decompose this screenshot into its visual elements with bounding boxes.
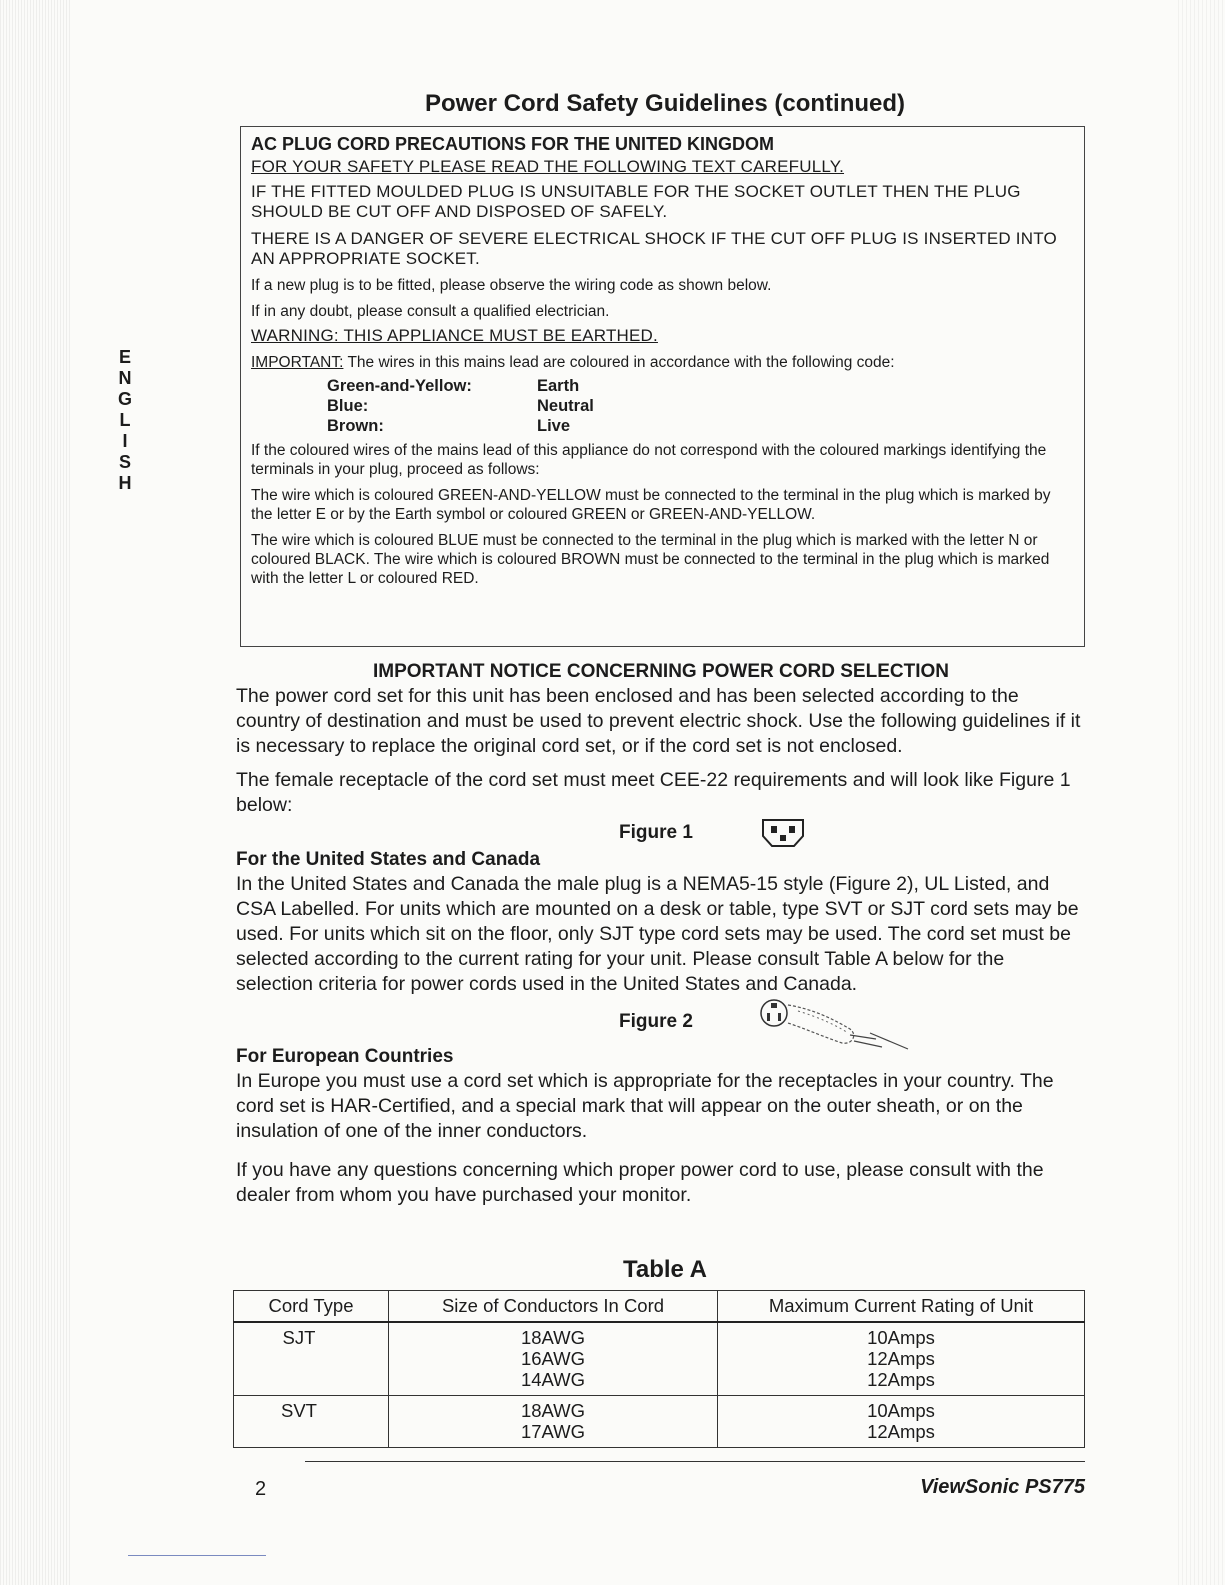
wire-meaning: Neutral <box>537 397 594 415</box>
table-row <box>234 1322 1085 1396</box>
uk-heading: AC PLUG CORD PRECAUTIONS FOR THE UNITED KINGDOM <box>251 134 775 154</box>
conductor-size: 17AWG <box>520 1421 586 1442</box>
header-current-rating: Maximum Current Rating of Unit <box>718 1291 1085 1323</box>
table-a-title: Table A <box>622 1256 707 1283</box>
wire-colour-code-table <box>327 376 594 436</box>
figure-1-label: Figure 1 <box>619 822 693 843</box>
conductor-size-cell <box>389 1322 718 1396</box>
european-heading: For European Countries <box>236 1046 454 1067</box>
european-para: In Europe you must use a cord set which is appropriate for the receptacles in your country. The cord set is HAR-Certified, and a special mark that will appear on the outer sheath, or on the insulation of one of the inner conductors. <box>236 1070 1054 1142</box>
footer-rule <box>305 1461 1085 1462</box>
warning-line: WARNING: THIS APPLIANCE MUST BE EARTHED. <box>251 326 658 345</box>
notice-para-2: The female receptacle of the cord set must meet CEE-22 requirements and will look like Figure 1 below: <box>236 769 1071 816</box>
plug-icon <box>758 993 918 1057</box>
wire-colour: Brown: <box>327 417 384 435</box>
wire-meaning: Live <box>537 417 571 435</box>
conductor-size-cell <box>389 1396 718 1448</box>
current-rating: 10Amps <box>867 1400 935 1421</box>
figure-2-label: Figure 2 <box>619 1011 693 1032</box>
uk-para-2: THERE IS A DANGER OF SEVERE ELECTRICAL SHOCK IF THE CUT OFF PLUG IS INSERTED INTO AN APPROPRIATE SOCKET. <box>251 229 1057 268</box>
conductor-size: 14AWG <box>520 1369 586 1390</box>
cord-type: SVT <box>281 1400 317 1421</box>
header-cord-type: Cord Type <box>234 1291 389 1323</box>
power-cord-notice <box>236 660 1086 1208</box>
current-rating: 12Amps <box>867 1348 935 1369</box>
us-canada-para: In the United States and Canada the male plug is a NEMA5-15 style (Figure 2), UL Listed, and CSA Labelled. For units which are mounted on a desk or table, type SVT or SJT cord sets may be used. For units which sit on the floor, only SJT type cord sets may be used. The cord set must be selected according to the current rating for your unit. Please consult Table A below for the selection criteria for power cords used in the United States and Canada. <box>236 873 1079 995</box>
side-tab-letter: S <box>118 452 131 472</box>
page-number: 2 <box>255 1478 267 1500</box>
uk-line-3: If a new plug is to be fitted, please observe the wiring code as shown below. <box>251 277 772 294</box>
important-label: IMPORTANT: <box>251 354 344 371</box>
uk-para-7: The wire which is coloured BLUE must be connected to the terminal in the plug which is marked with the letter N or coloured BLACK. The wire which is coloured BROWN must be connected to the terminal in the plug which is marked with the letter L or coloured RED. <box>251 532 1050 587</box>
wire-row <box>327 396 594 416</box>
uk-line-4: If in any doubt, please consult a qualified electrician. <box>251 303 610 320</box>
brand-model: ViewSonic PS775 <box>920 1476 1085 1498</box>
uk-para-6: The wire which is coloured GREEN-AND-YELLOW must be connected to the terminal in the plug which is marked by the letter E or by the Earth symbol or coloured GREEN or GREEN-AND-YELLOW. <box>251 487 1051 523</box>
uk-para-5: If the coloured wires of the mains lead of this appliance do not correspond with the coloured markings identifying the terminals in your plug, proceed as follows: <box>251 442 1047 478</box>
current-rating: 12Amps <box>867 1421 935 1442</box>
current-rating-cell <box>718 1322 1085 1396</box>
language-side-tab <box>112 347 138 494</box>
scan-edge-right <box>1175 0 1225 1585</box>
wire-meaning: Earth <box>537 377 580 395</box>
header-conductor-size: Size of Conductors In Cord <box>389 1291 718 1323</box>
current-rating: 10Amps <box>867 1327 935 1348</box>
safety-line: FOR YOUR SAFETY PLEASE READ THE FOLLOWING TEXT CAREFULLY. <box>251 157 845 176</box>
side-tab-letter: G <box>117 389 132 409</box>
current-rating-cell <box>718 1396 1085 1448</box>
wire-colour: Blue: <box>327 397 369 415</box>
important-text: The wires in this mains lead are coloured in accordance with the following code: <box>343 354 895 371</box>
notice-heading: IMPORTANT NOTICE CONCERNING POWER CORD SELECTION <box>373 661 949 682</box>
wire-row <box>327 376 594 396</box>
figure-2-row <box>236 997 1086 1045</box>
important-line <box>251 353 1074 372</box>
table-header-row <box>234 1291 1085 1323</box>
side-tab-letter: I <box>122 431 128 451</box>
wire-colour: Green-and-Yellow: <box>327 377 472 395</box>
us-canada-heading: For the United States and Canada <box>236 849 541 870</box>
side-tab-letter: L <box>119 410 131 430</box>
uk-precautions-box <box>240 126 1085 647</box>
receptacle-icon <box>760 816 806 850</box>
cord-type: SJT <box>282 1327 316 1348</box>
side-tab-letter: H <box>118 473 132 493</box>
cord-type-cell <box>234 1322 389 1396</box>
side-tab-letter: N <box>118 368 132 388</box>
conductor-size: 18AWG <box>520 1400 586 1421</box>
cord-type-cell <box>234 1396 389 1448</box>
table-a <box>233 1290 1085 1448</box>
side-tab-letter: E <box>118 347 131 367</box>
scan-edge-left <box>0 0 70 1585</box>
wire-row <box>327 416 594 436</box>
figure-1-row <box>236 818 1086 848</box>
uk-para-1: IF THE FITTED MOULDED PLUG IS UNSUITABLE FOR THE SOCKET OUTLET THEN THE PLUG SHOULD BE CUT OFF AND DISPOSED OF SAFELY. <box>251 182 1021 221</box>
conductor-size: 16AWG <box>520 1348 586 1369</box>
closing-para: If you have any questions concerning which proper power cord to use, please consult with the dealer from whom you have purchased your monitor. <box>236 1159 1044 1206</box>
table-row <box>234 1396 1085 1448</box>
notice-para-1: The power cord set for this unit has been enclosed and has been selected according to the country of destination and must be used to prevent electric shock. Use the following guidelines if it is necessary to replace the original cord set, or if the cord set is not enclosed. <box>236 685 1081 757</box>
conductor-size: 18AWG <box>520 1327 586 1348</box>
scan-artifact-line <box>128 1555 266 1556</box>
page-title: Power Cord Safety Guidelines (continued) <box>424 90 906 117</box>
current-rating: 12Amps <box>867 1369 935 1390</box>
